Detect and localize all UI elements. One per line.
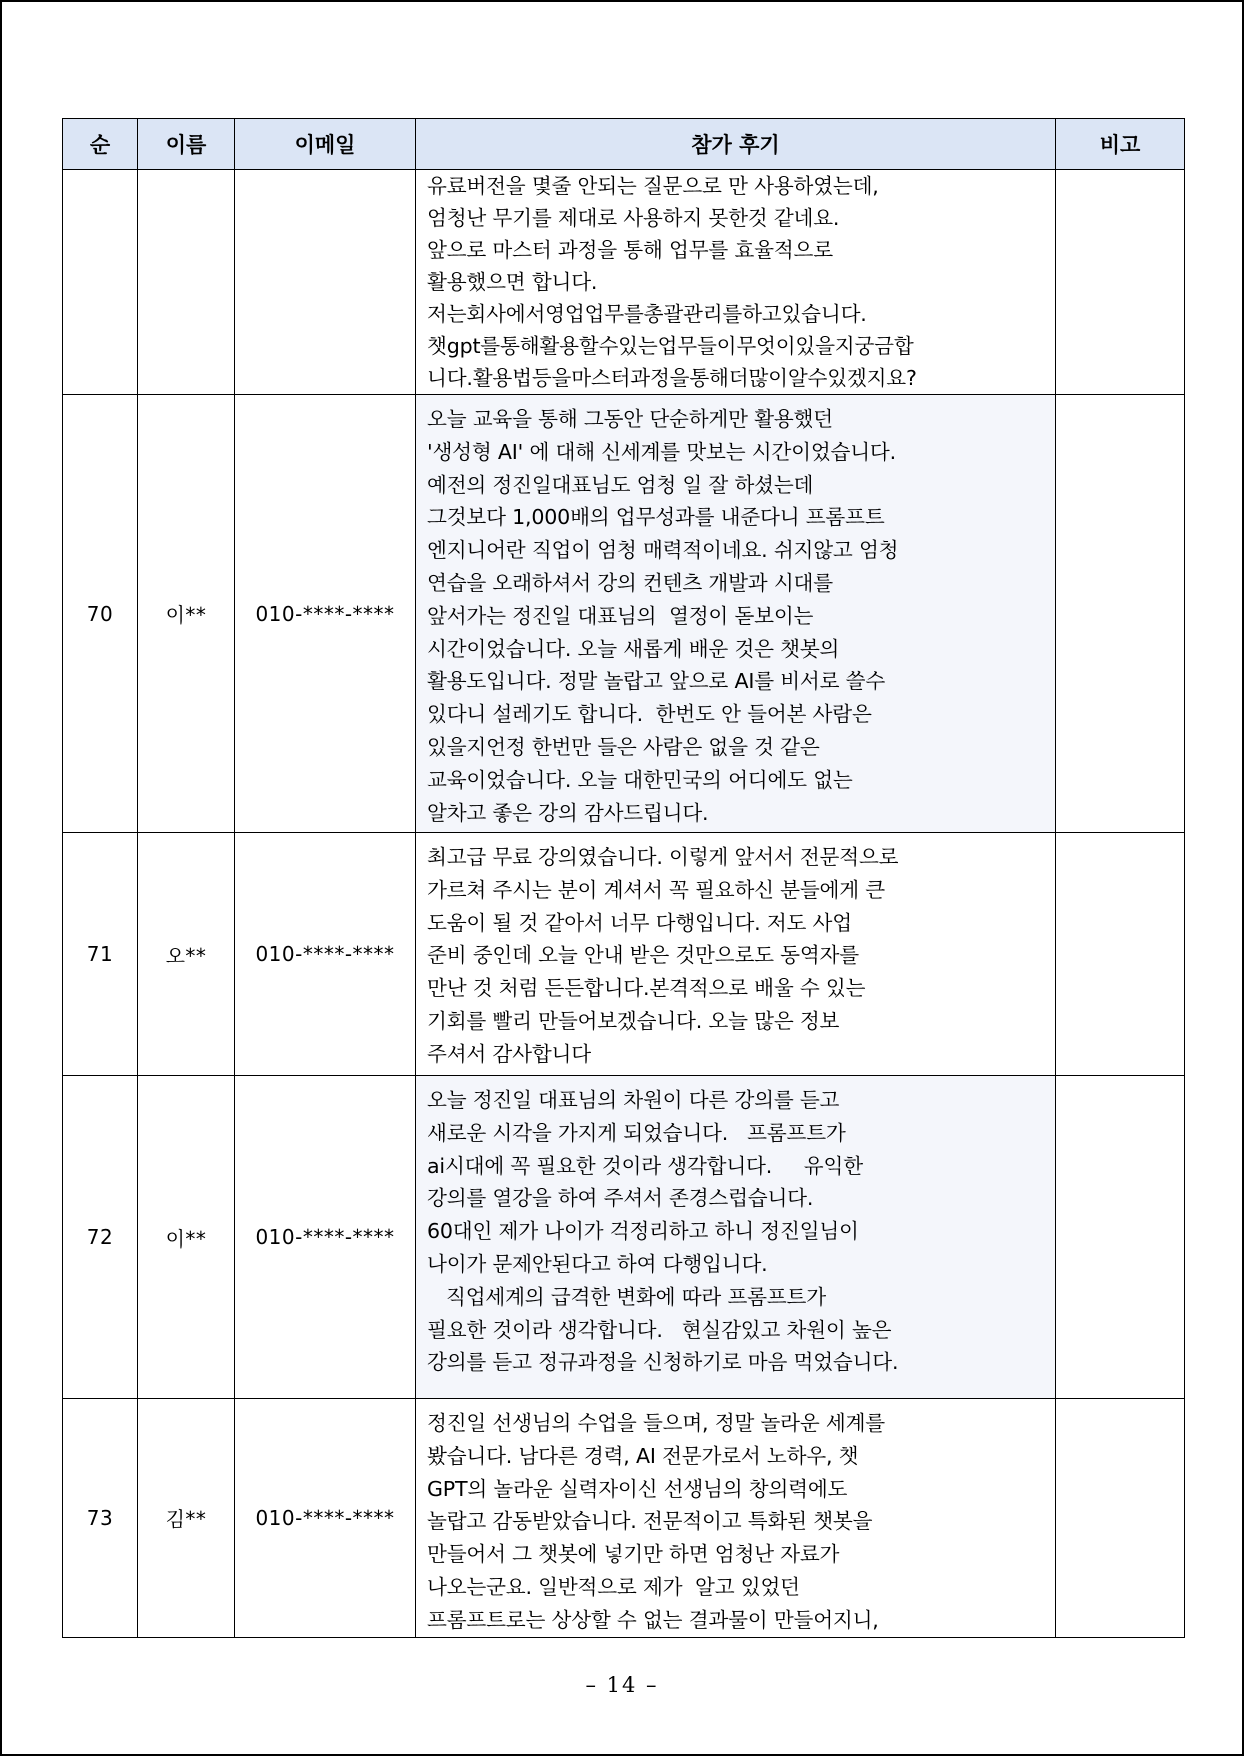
row-note: [1056, 833, 1185, 1076]
table-row: [63, 1076, 1185, 1399]
row-name: 김**: [138, 1399, 235, 1638]
review-line: 오늘 정진일 대표님의 차원이 다른 강의를 듣고: [427, 1088, 840, 1112]
row-review: [416, 1076, 1056, 1399]
row-num: 73: [63, 1399, 138, 1638]
row-note: [1056, 170, 1185, 395]
review-line: 최고급 무료 강의였습니다. 이렇게 앞서서 전문적으로: [427, 845, 899, 869]
review-line: 강의를 듣고 정규과정을 신청하기로 마음 먹었습니다.: [427, 1350, 899, 1375]
review-line: 나오는군요. 일반적으로 제가 알고 있었던: [427, 1574, 800, 1599]
review-line: 만난 것 처럼 든든합니다.본격적으로 배울 수 있는: [427, 976, 866, 1001]
review-line: 만들어서 그 챗봇에 넣기만 하면 엄청난 자료가: [427, 1542, 840, 1567]
review-line: 유료버전을 몇줄 안되는 질문으로 만 사용하였는데,: [427, 174, 879, 198]
review-line: 활용도입니다. 정말 놀랍고 앞으로 AI를 비서로 쓸수: [427, 669, 886, 694]
review-line: 필요한 것이라 생각합니다. 현실감있고 차원이 높은: [427, 1317, 892, 1342]
header-email: 이메일: [235, 119, 416, 170]
row-review: [416, 1399, 1056, 1638]
row-email: 010-****-****: [235, 395, 416, 833]
row-email: 010-****-****: [235, 1076, 416, 1399]
row-num: 70: [63, 395, 138, 833]
review-line: 있을지언정 한번만 들은 사람은 없을 것 같은: [427, 734, 820, 759]
row-num: [63, 170, 138, 395]
row-note: [1056, 395, 1185, 833]
review-line: 오늘 교육을 통해 그동안 단순하게만 활용했던: [427, 407, 833, 431]
review-line: 직업세계의 급격한 변화에 따라 프롬프트가: [427, 1284, 826, 1309]
header-note: 비고: [1056, 119, 1185, 170]
review-line: 기회를 빨리 만들어보겠습니다. 오늘 많은 정보: [427, 1008, 840, 1033]
review-line: 엔지니어란 직업이 엄청 매력적이네요. 쉬지않고 엄청: [427, 538, 899, 563]
row-review: [416, 395, 1056, 833]
review-line: 정진일 선생님의 수업을 들으며, 정말 놀라운 세계를: [427, 1411, 885, 1435]
header-review: 참가 후기: [416, 119, 1056, 170]
table-header-row: [63, 119, 1185, 170]
review-line: 니다.활용법등을마스터과정을통해더많이알수있겠지요?: [427, 366, 917, 390]
review-line: 그것보다 1,000배의 업무성과를 내준다니 프롬프트: [427, 505, 885, 530]
review-line: 예전의 정진일대표님도 엄청 일 잘 하셨는데: [427, 472, 814, 497]
table-row: [63, 395, 1185, 833]
row-review: [416, 170, 1056, 395]
table-row: [63, 1399, 1185, 1638]
row-name: 이**: [138, 1076, 235, 1399]
header-num: 순: [63, 119, 138, 170]
review-line: GPT의 놀라운 실력자이신 선생님의 창의력에도: [427, 1476, 848, 1501]
review-table: [62, 118, 1185, 1638]
review-line: 도움이 될 것 같아서 너무 다행입니다. 저도 사업: [427, 910, 852, 935]
row-email: 010-****-****: [235, 833, 416, 1076]
review-line: 프롬프트로는 상상할 수 없는 결과물이 만들어지니,: [427, 1607, 879, 1632]
row-num: 72: [63, 1076, 138, 1399]
review-line: 가르쳐 주시는 분이 계셔서 꼭 필요하신 분들에게 큰: [427, 877, 885, 902]
review-line: ai시대에 꼭 필요한 것이라 생각합니다. 유익한: [427, 1153, 863, 1178]
header-name: 이름: [138, 119, 235, 170]
review-line: 알차고 좋은 강의 감사드립니다.: [427, 800, 709, 825]
review-line: 엄청난 무기를 제대로 사용하지 못한것 같네요.: [427, 206, 840, 230]
review-line: '생성형 AI' 에 대해 신세계를 맛보는 시간이었습니다.: [427, 439, 896, 464]
row-email: [235, 170, 416, 395]
review-line: 놀랍고 감동받았습니다. 전문적이고 특화된 챗봇을: [427, 1509, 873, 1534]
table-row: [63, 170, 1185, 395]
review-line: 챗gpt를통해활용할수있는업무들이무엇이있을지궁금합: [427, 334, 914, 358]
review-line: 교육이었습니다. 오늘 대한민국의 어디에도 없는: [427, 767, 853, 792]
review-line: 저는회사에서영업업무를총괄관리를하고있습니다.: [427, 302, 867, 326]
row-num: 71: [63, 833, 138, 1076]
row-name: [138, 170, 235, 395]
review-line: 활용했으면 합니다.: [427, 270, 598, 294]
row-name: 이**: [138, 395, 235, 833]
review-line: 봤습니다. 남다른 경력, AI 전문가로서 노하우, 챗: [427, 1443, 859, 1468]
table-row: [63, 833, 1185, 1076]
page-number: – 14 –: [585, 1673, 659, 1697]
row-email: 010-****-****: [235, 1399, 416, 1638]
review-line: 나이가 문제안된다고 하여 다행입니다.: [427, 1251, 768, 1276]
row-review: [416, 833, 1056, 1076]
review-line: 준비 중인데 오늘 안내 받은 것만으로도 동역자를: [427, 943, 859, 968]
review-line: 있다니 설레기도 합니다. 한번도 안 들어본 사람은: [427, 702, 872, 727]
row-name: 오**: [138, 833, 235, 1076]
row-note: [1056, 1076, 1185, 1399]
review-line: 연습을 오래하셔서 강의 컨텐츠 개발과 시대를: [427, 570, 833, 595]
review-line: 주셔서 감사합니다: [427, 1041, 591, 1066]
review-line: 강의를 열강을 하여 주셔서 존경스럽습니다.: [427, 1186, 814, 1211]
review-line: 새로운 시각을 가지게 되었습니다. 프롬프트가: [427, 1120, 846, 1145]
review-line: 앞으로 마스터 과정을 통해 업무를 효율적으로: [427, 238, 833, 262]
review-line: 앞서가는 정진일 대표님의 열정이 돋보이는: [427, 603, 814, 628]
review-line: 60대인 제가 나이가 걱정리하고 하니 정진일님이: [427, 1219, 859, 1244]
review-line: 시간이었습니다. 오늘 새롭게 배운 것은 챗봇의: [427, 636, 840, 661]
row-note: [1056, 1399, 1185, 1638]
